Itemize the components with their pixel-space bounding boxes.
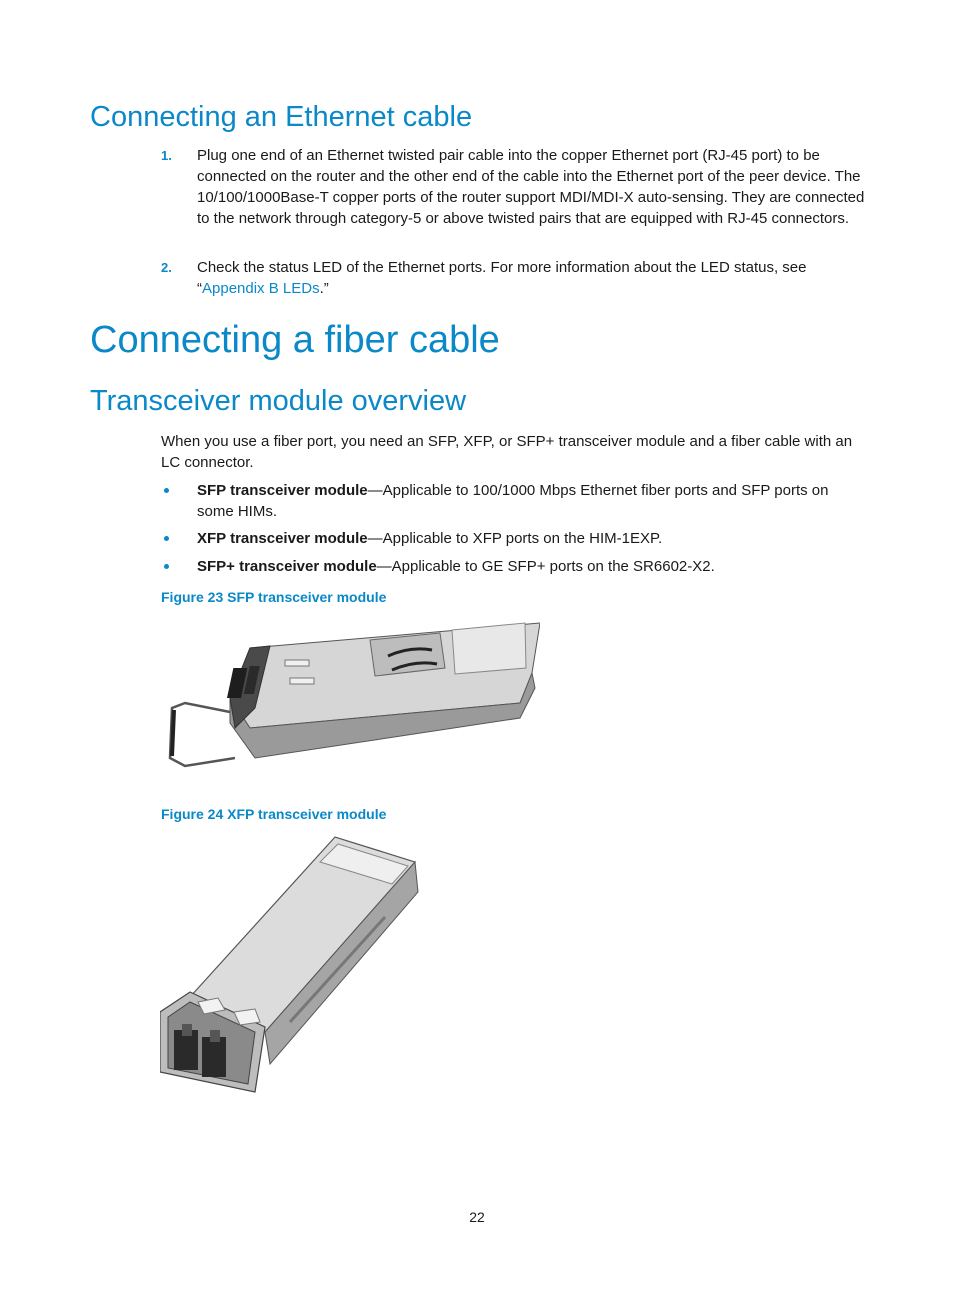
sfp-module-illustration (160, 618, 540, 773)
list-number: 1. (161, 148, 172, 163)
list-item: SFP+ transceiver module—Applicable to GE SFP+ ports on the SR6602-X2. (161, 556, 866, 578)
page-number: 22 (469, 1209, 485, 1225)
xfp-module-illustration (160, 832, 425, 1097)
list-item: XFP transceiver module—Applicable to XFP ports on the HIM-1EXP. (161, 528, 866, 550)
bullet-icon (164, 488, 169, 493)
list-item-text: Check the status LED of the Ethernet ports. For more information about the LED status, see “Appendix B LEDs.” (197, 259, 807, 297)
list-item-text: Plug one end of an Ethernet twisted pair cable into the copper Ethernet port (RJ-45 port) to be connected on the router and the other end of the cable into the Ethernet port of the peer device. The 10/100/1000Base-T copper ports of the router support MDI/MDI-X auto-sensing. They are connected to the network through category-5 or above twisted pairs that are equipped with RJ-45 connectors. (197, 147, 865, 227)
bullet-icon (164, 564, 169, 569)
chapter-heading-fiber: Connecting a fiber cable (90, 319, 500, 361)
figure-caption: Figure 23 SFP transceiver module (161, 589, 387, 605)
section-heading-ethernet: Connecting an Ethernet cable (90, 101, 473, 133)
list-item: SFP transceiver module—Applicable to 100/1000 Mbps Ethernet fiber ports and SFP ports on some HIMs. (161, 480, 866, 524)
list-number: 2. (161, 260, 172, 275)
list-item (161, 145, 866, 253)
section-heading-transceiver: Transceiver module overview (90, 385, 467, 417)
intro-paragraph: When you use a fiber port, you need an SFP, XFP, or SFP+ transceiver module and a fiber cable with an LC connector. (161, 433, 853, 471)
appendix-link[interactable]: Appendix B LEDs (202, 280, 320, 297)
figure-caption: Figure 24 XFP transceiver module (161, 806, 387, 822)
bullet-icon (164, 536, 169, 541)
list-item (161, 257, 866, 301)
